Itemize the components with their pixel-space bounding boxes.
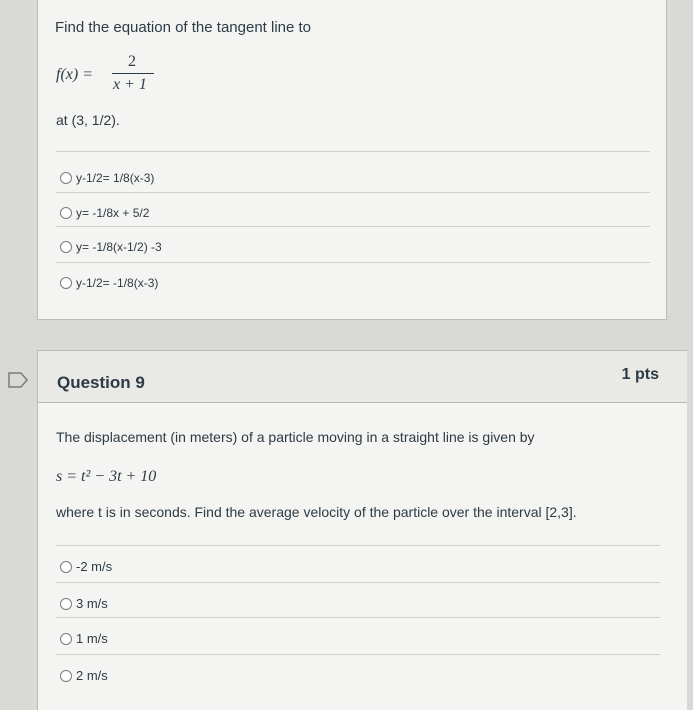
option-label: 1 m/s [76,631,108,646]
question-8-prompt: Find the equation of the tangent line to [55,19,312,36]
divider [56,192,650,193]
q9-option-1[interactable] [60,559,112,574]
question-9-panel [37,350,687,710]
divider [56,151,650,152]
fraction-bar [112,73,154,74]
q8-option-4[interactable] [60,276,158,290]
question-9-header [38,351,687,403]
radio-button[interactable] [60,241,72,253]
radio-button[interactable] [60,561,72,573]
q9-option-2[interactable] [60,596,108,611]
question-8-panel [37,0,667,320]
q9-option-3[interactable] [60,631,108,646]
fraction-denominator: x + 1 [113,76,147,93]
q8-option-3[interactable] [60,240,162,254]
radio-button[interactable] [60,670,72,682]
option-label: y-1/2= 1/8(x-3) [76,171,155,185]
question-8-point: at (3, 1/2). [56,112,120,128]
question-9-followup: where t is in seconds. Find the average velocity of the particle over the interval [2,3]. [56,504,577,520]
radio-button[interactable] [60,207,72,219]
question-9-prompt: The displacement (in meters) of a particle moving in a straight line is given by [56,429,535,445]
radio-button[interactable] [60,598,72,610]
divider [56,226,650,227]
flag-question-icon[interactable] [8,372,28,388]
q8-option-2[interactable] [60,206,149,220]
fraction-numerator: 2 [128,53,136,70]
option-label: -2 m/s [76,559,113,574]
radio-button[interactable] [60,277,72,289]
divider [56,617,660,618]
question-title: Question 9 [57,373,145,392]
question-points: 1 pts [621,366,659,383]
option-label: y= -1/8x + 5/2 [76,206,150,220]
divider [56,582,660,583]
option-label: 2 m/s [76,668,108,683]
displacement-equation: s = t² − 3t + 10 [56,468,157,485]
radio-button[interactable] [60,633,72,645]
q8-option-1[interactable] [60,171,154,185]
divider [56,262,650,263]
divider [56,545,660,546]
radio-button[interactable] [60,172,72,184]
divider [56,654,660,655]
option-label: y= -1/8(x-1/2) -3 [76,240,162,254]
function-lhs: f(x) = [56,66,93,83]
option-label: 3 m/s [76,596,108,611]
q9-option-4[interactable] [60,668,108,683]
option-label: y-1/2= -1/8(x-3) [76,276,159,290]
